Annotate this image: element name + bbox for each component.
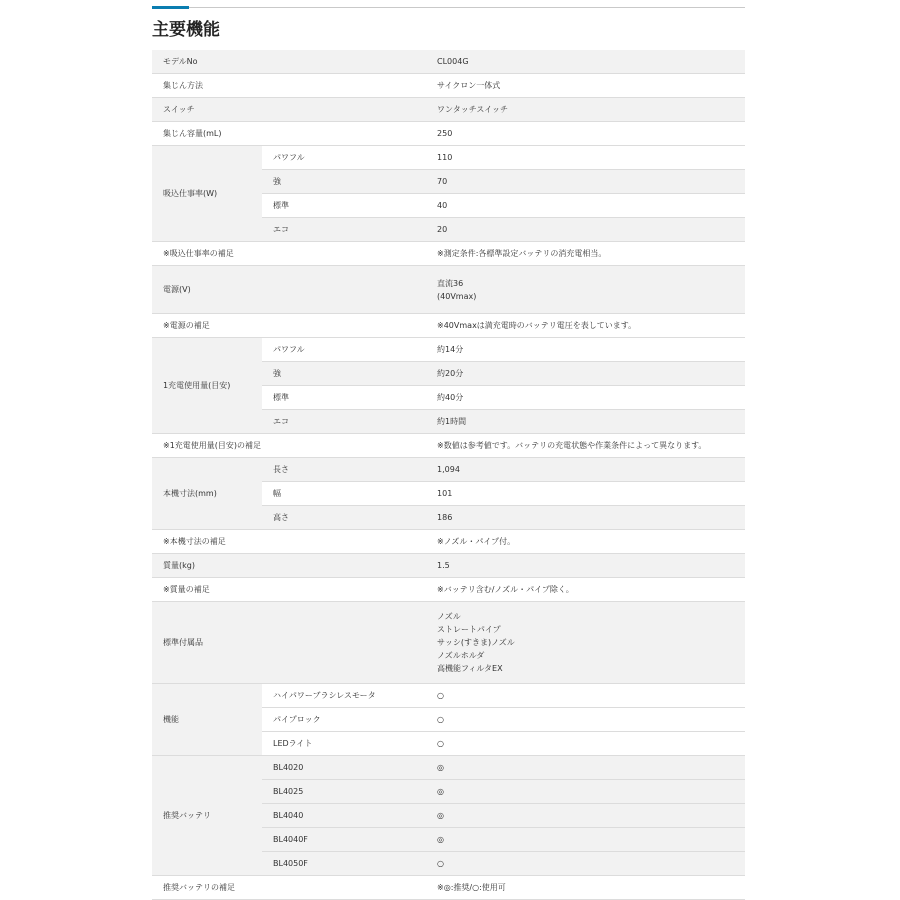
- row-value: ※◎:推奨/○:使用可: [426, 876, 745, 900]
- row-label: ※電源の補足: [152, 314, 426, 338]
- row-value: サイクロン一体式: [426, 74, 745, 98]
- row-sublabel: BL4025: [262, 780, 426, 804]
- row-sublabel: 標準: [262, 194, 426, 218]
- row-sublabel: ハイパワーブラシレスモータ: [262, 684, 426, 708]
- divider-line: [152, 7, 745, 8]
- table-row: [152, 434, 745, 458]
- value-line: 直流36: [437, 278, 464, 288]
- value-line: ノズル: [437, 612, 461, 621]
- row-label: ※質量の補足: [152, 578, 426, 602]
- row-label: 集じん容量(mL): [152, 122, 426, 146]
- row-label: スイッチ: [152, 98, 426, 122]
- row-value: ◎: [426, 756, 745, 780]
- row-label: 機能: [152, 684, 262, 756]
- row-label: 標準付属品: [152, 602, 426, 684]
- table-row: [152, 98, 745, 122]
- table-row: [152, 50, 745, 74]
- row-value: 186: [426, 506, 745, 530]
- row-value: 40: [426, 194, 745, 218]
- row-value: ※測定条件:各標準設定バッテリの消充電相当。: [426, 242, 745, 266]
- section-title: 主要機能: [152, 20, 220, 40]
- row-value: ◎: [426, 804, 745, 828]
- row-value: [426, 266, 745, 314]
- row-value: ○: [426, 732, 745, 756]
- row-label: モデルNo: [152, 50, 426, 74]
- row-label: 推奨バッテリ: [152, 756, 262, 876]
- row-label: 電源(V): [152, 266, 426, 314]
- row-value: ◎: [426, 828, 745, 852]
- row-sublabel: 高さ: [262, 506, 426, 530]
- row-label: 推奨バッテリの補足: [152, 876, 426, 900]
- row-sublabel: 長さ: [262, 458, 426, 482]
- row-value: ワンタッチスイッチ: [426, 98, 745, 122]
- row-value: [426, 602, 745, 684]
- section-divider: [152, 6, 745, 9]
- value-line: 高機能フィルタEX: [437, 664, 503, 673]
- row-sublabel: 幅: [262, 482, 426, 506]
- row-value: 約1時間: [426, 410, 745, 434]
- row-sublabel: エコ: [262, 218, 426, 242]
- table-row: [152, 74, 745, 98]
- row-value: 20: [426, 218, 745, 242]
- table-row: [152, 458, 745, 482]
- row-label: ※本機寸法の補足: [152, 530, 426, 554]
- row-value: ※40Vmaxは満充電時のバッテリ電圧を表しています。: [426, 314, 745, 338]
- row-label: ※吸込仕事率の補足: [152, 242, 426, 266]
- table-row: [152, 530, 745, 554]
- value-line: (40Vmax): [437, 291, 477, 301]
- row-value: 約14分: [426, 338, 745, 362]
- table-row: [152, 242, 745, 266]
- row-sublabel: BL4040: [262, 804, 426, 828]
- row-sublabel: パイプロック: [262, 708, 426, 732]
- table-row: [152, 876, 745, 900]
- value-line: サッシ(すきま)ノズル: [437, 638, 515, 647]
- table-row: [152, 314, 745, 338]
- row-value: 101: [426, 482, 745, 506]
- table-row: [152, 578, 745, 602]
- row-label: 吸込仕事率(W): [152, 146, 262, 242]
- accent-bar: [152, 6, 189, 9]
- spec-table: [152, 49, 745, 900]
- row-sublabel: BL4050F: [262, 852, 426, 876]
- row-value: ※バッテリ含む/ノズル・パイプ除く。: [426, 578, 745, 602]
- table-row: [152, 602, 745, 684]
- table-row: [152, 554, 745, 578]
- row-value: ○: [426, 708, 745, 732]
- row-value: 約40分: [426, 386, 745, 410]
- row-label: ※1充電使用量(目安)の補足: [152, 434, 426, 458]
- row-label: 本機寸法(mm): [152, 458, 262, 530]
- value-line: ノズルホルダ: [437, 651, 485, 660]
- row-sublabel: BL4040F: [262, 828, 426, 852]
- row-value: 110: [426, 146, 745, 170]
- row-value: ※数値は参考値です。バッテリの充電状態や作業条件によって異なります。: [426, 434, 745, 458]
- row-label: 1充電使用量(目安): [152, 338, 262, 434]
- row-sublabel: エコ: [262, 410, 426, 434]
- table-row: [152, 122, 745, 146]
- row-value: 70: [426, 170, 745, 194]
- row-sublabel: パワフル: [262, 146, 426, 170]
- table-row: [152, 684, 745, 708]
- table-row: [152, 756, 745, 780]
- row-sublabel: 強: [262, 170, 426, 194]
- row-value: 250: [426, 122, 745, 146]
- row-sublabel: 強: [262, 362, 426, 386]
- table-row: [152, 266, 745, 314]
- row-value: ○: [426, 684, 745, 708]
- row-value: 1.5: [426, 554, 745, 578]
- row-value: ○: [426, 852, 745, 876]
- row-value: ◎: [426, 780, 745, 804]
- value-line: ストレートパイプ: [437, 625, 501, 634]
- table-row: [152, 146, 745, 170]
- row-sublabel: 標準: [262, 386, 426, 410]
- row-value: 1,094: [426, 458, 745, 482]
- table-row: [152, 338, 745, 362]
- row-label: 集じん方法: [152, 74, 426, 98]
- row-label: 質量(kg): [152, 554, 426, 578]
- spec-section: [152, 6, 745, 900]
- row-sublabel: パワフル: [262, 338, 426, 362]
- row-sublabel: LEDライト: [262, 732, 426, 756]
- row-value: 約20分: [426, 362, 745, 386]
- row-value: CL004G: [426, 50, 745, 74]
- row-value: ※ノズル・パイプ付。: [426, 530, 745, 554]
- row-sublabel: BL4020: [262, 756, 426, 780]
